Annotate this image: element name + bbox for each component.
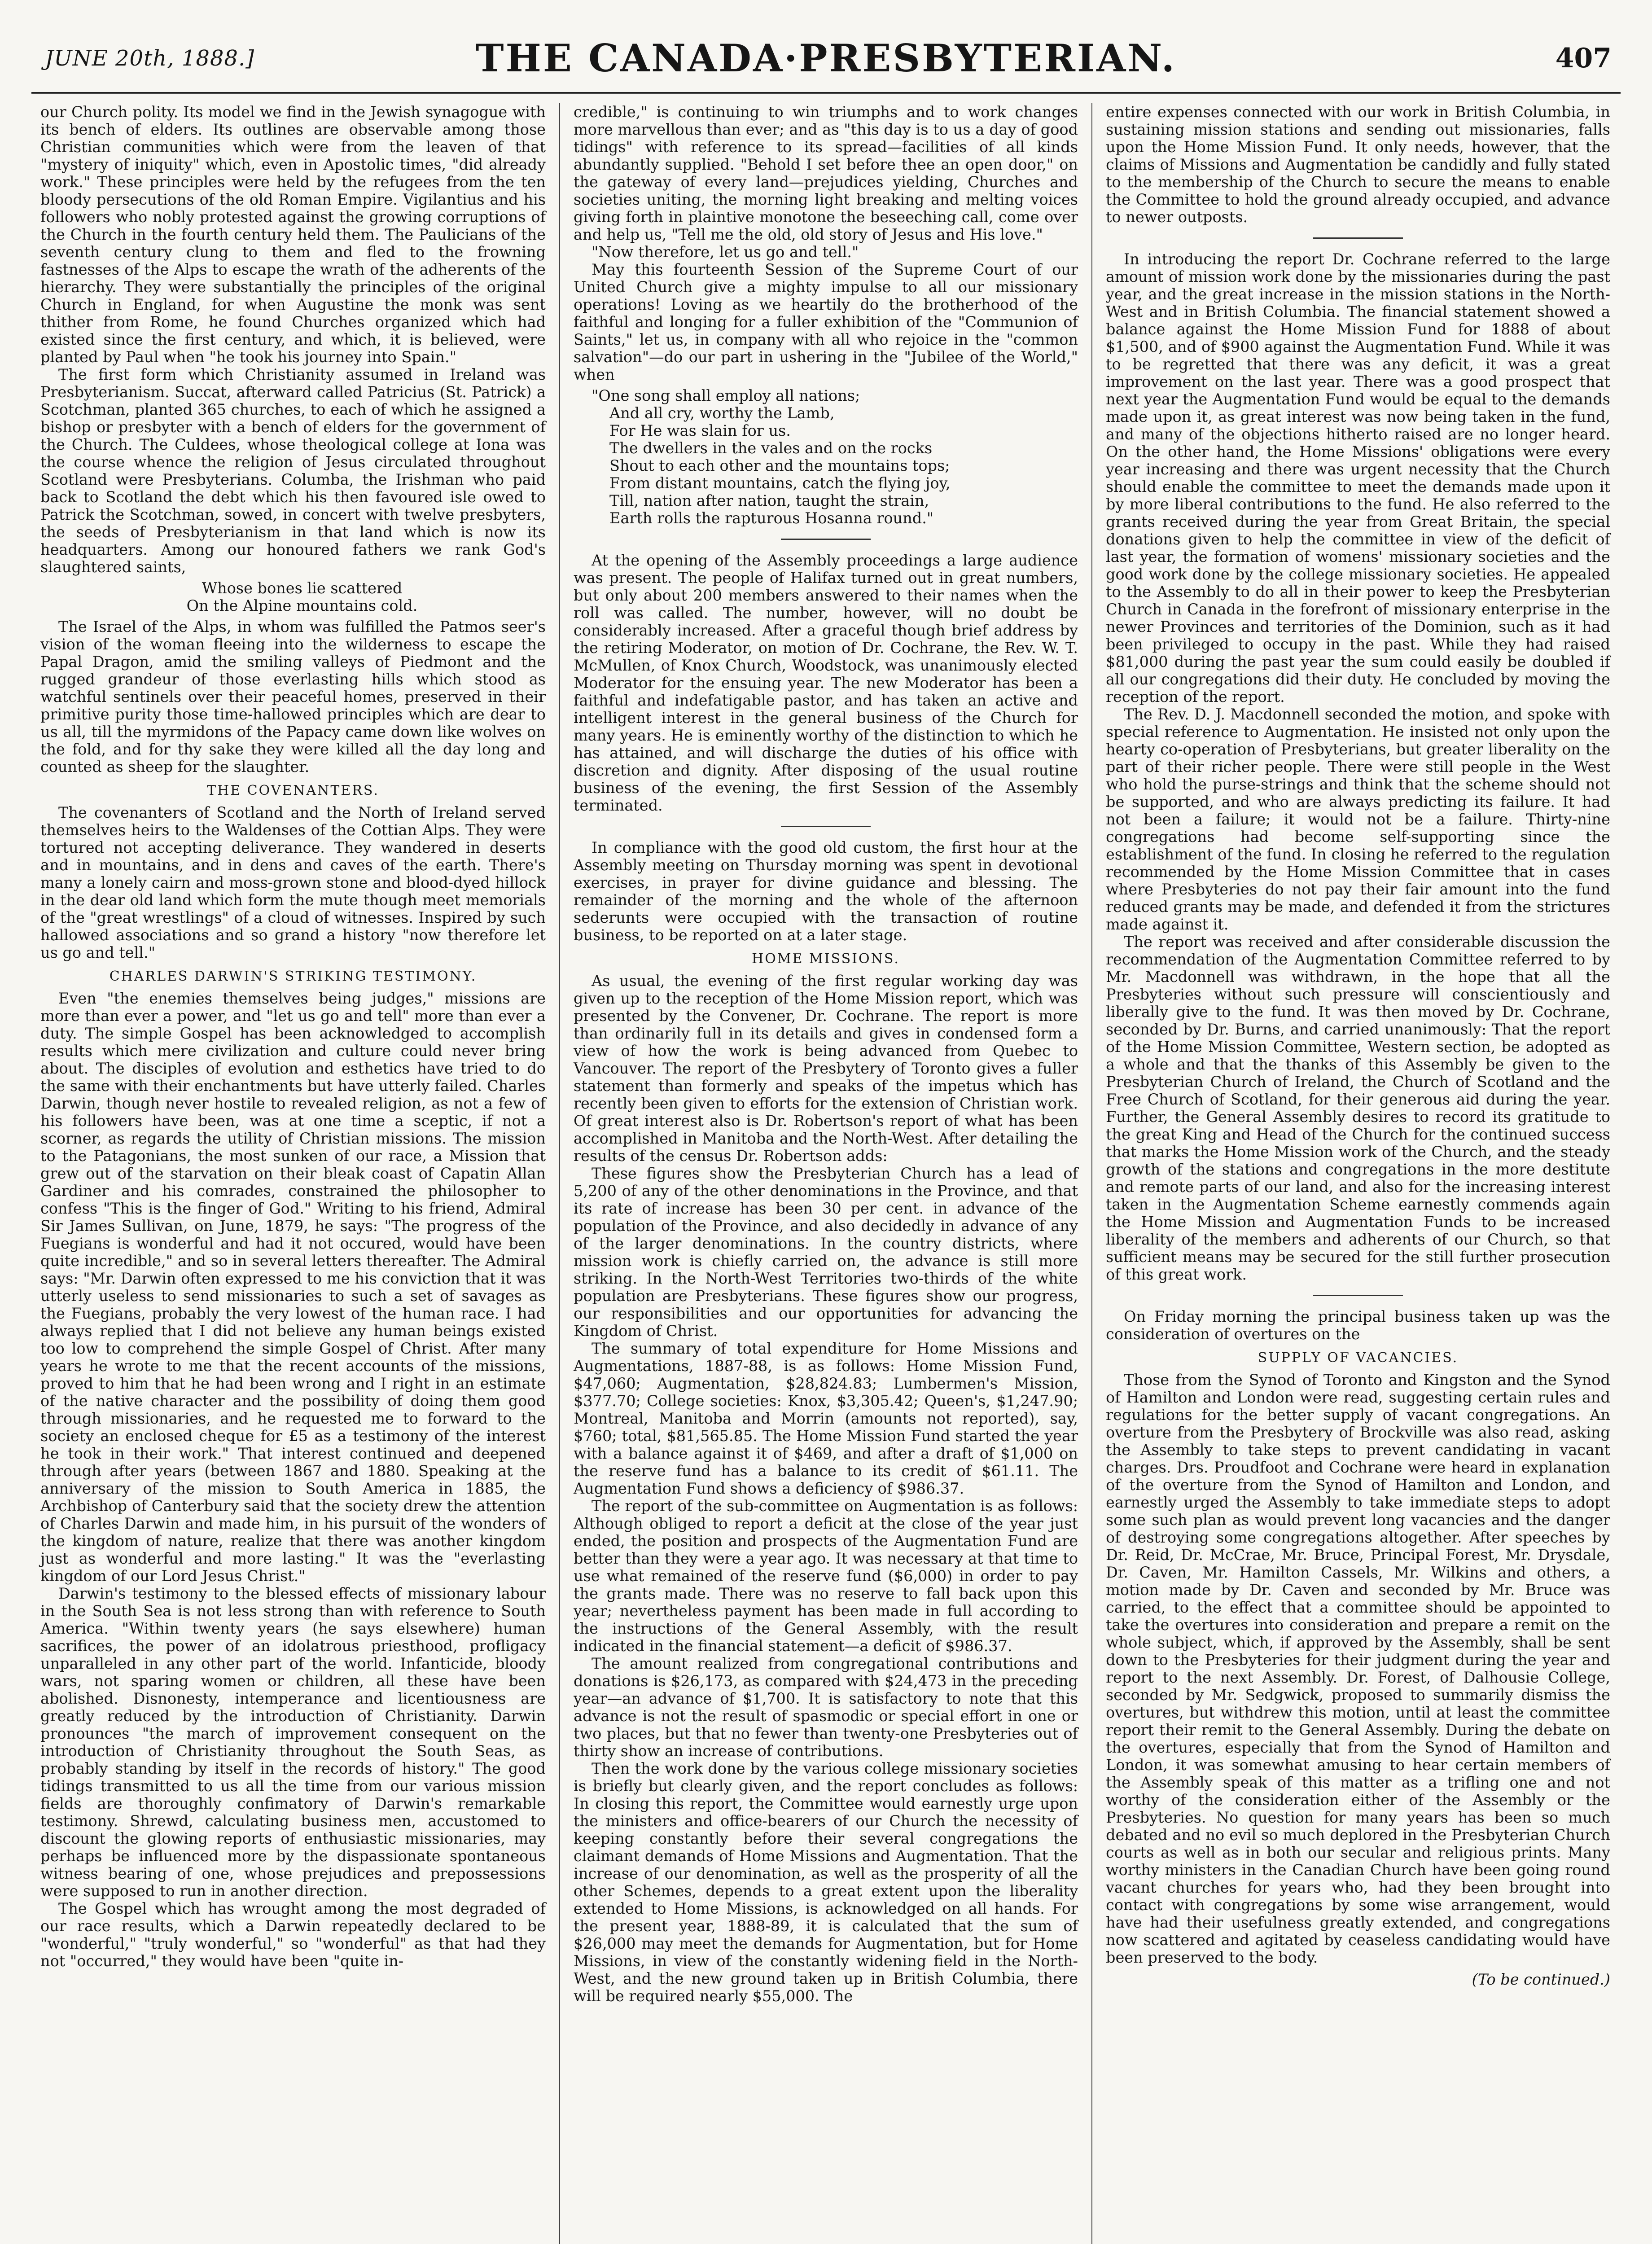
paragraph: "Now therefore, let us go and tell." <box>592 243 859 261</box>
paragraph: The first form which Christianity assumed in Ireland was Presbyterianism. Succat, afterward called Patricius (St. Patrick) a Scotchman, planted 365 churches, to each of which he assigned a bishop or presbyter with a bench of elders for the government of the Church. The Culdees, whose theological college at Iona was the course whence the religion of Jesus circulated throughout Scotland were Presbyterians. Columba, the Irishman who paid back to Scotland the debt which his then favoured isle owed to Patrick the Scotchman, sowed, in concert with twelve presbyters, the seeds of Presbyterianism in that land which is now its headquarters. Among our honoured fathers we rank God's slaughtered saints, <box>40 366 546 576</box>
section-heading: HOME MISSIONS. <box>752 951 900 967</box>
verse-line: Till, nation after nation, taught the strain, <box>609 492 929 509</box>
verse-line: Shout to each other and the mountains tops; <box>609 457 950 474</box>
section-heading: SUPPLY OF VACANCIES. <box>1258 1350 1459 1366</box>
continued-note: (To be continued.) <box>1472 1971 1610 1988</box>
paragraph: The Rev. D. J. Macdonnell seconded the motion, and spoke with special reference to Augmentation. He insisted not only upon the hearty co-operation of Presbyterians, but greater liberality on the part of their richer people. There were still people in the West who hold the purse-strings and think that the scheme should not be supported, and who are always predicting its failure. It had not been a failure; it would not be a failure. Thirty-nine congregations had become self-supporting since the establishment of the fund. In closing he referred to the regulation recommended by the Home Mission Committee that in cases where Presbyteries do not pay their fair amount into the fund reduced grants may be made, and defended it from the strictures made against it. <box>1106 706 1610 933</box>
paragraph: As usual, the evening of the first regular working day was given up to the reception of the Home Mission report, which was presented by the Convener, Dr. Cochrane. The report is more than ordinarily full in its details and gives in condensed form a view of how the work is being advanced from Quebec to Vancouver. The report of the Presbytery of Toronto gives a fuller statement than formerly and speaks of the impetus which has recently been given to efforts for the extension of Christian work. Of great interest also is Dr. Robertson's report of what has been accomplished in Manitoba and the North-West. After detailing the results of the census Dr. Robertson adds: <box>574 972 1078 1165</box>
paragraph: On Friday morning the principal business taken up was the consideration of overtures on the <box>1106 1308 1610 1343</box>
section-separator <box>1313 237 1403 239</box>
section-separator <box>781 539 871 540</box>
paragraph: The summary of total expenditure for Home Missions and Augmentations, 1887-88, is as follows: Home Mission Fund, $47,060; Augmentation, $28,824.83; Lumbermen's Mission, $377.70; College societies: Knox, $3,305.42; Queen's, $1,247.90; Montreal, Manitoba and Morrin (amounts not reported), say, $760; total, $81,565.85. The Home Mission Fund started the year with a balance against it of $469, and after a draft of $1,000 on the reserve fund has a balance to its credit of $61.11. The Augmentation Fund shows a deficiency of $986.37. <box>574 1340 1078 1497</box>
verse-line: On the Alpine mountains cold. <box>186 597 418 614</box>
paragraph: The amount realized from congregational contributions and donations is $26,173, as compared with $24,473 in the preceding year—an advance of $1,700. It is satisfactory to note that this advance is not the result of spasmodic or special effort in one or two places, but that no fewer than twenty-one Presbyteries out of thirty show an increase of contributions. <box>574 1655 1078 1760</box>
paragraph: The report of the sub-committee on Augmentation is as follows: Although obliged to report a deficit at the close of the year just ended, the position and prospects of the Augmentation Fund are better than they were a year ago. It was necessary at that time to use what remained of the reserve fund ($6,000) in order to pay the grants made. There was no reserve to fall back upon this year; nevertheless payment has been made in full according to the instructions of the General Assembly, with the result indicated in the financial statement—a deficit of $986.37. <box>574 1497 1078 1655</box>
issue-date: JUNE 20th, 1888.] <box>45 46 254 71</box>
header-rule <box>31 92 1621 94</box>
paragraph: In compliance with the good old custom, the first hour at the Assembly meeting on Thursday morning was spent in devotional exercises, in prayer for divine guidance and blessing. The remainder of the morning and the whole of the afternoon sederunts were occupied with the transaction of routine business, to be reported on at a later stage. <box>574 839 1078 944</box>
paragraph: The Gospel which has wrought among the most degraded of our race results, which a Darwin repeatedly declared to be "wonderful," "truly wonderful," so "wonderful" as that had they not "occurred," they would have been "quite in- <box>40 1900 546 1970</box>
newspaper-title: THE CANADA·PRESBYTERIAN. <box>476 36 1176 80</box>
section-separator <box>1313 1295 1403 1296</box>
paragraph: Then the work done by the various college missionary societies is briefly but clearly given, and the report concludes as follows: In closing this report, the Committee would earnestly urge upon the ministers and office-bearers of our Church the necessity of keeping constantly before their several congregations the claimant demands of Home Missions and Augmentation. That the increase of our denomination, as well as the prosperity of all the other Schemes, depends to a great extent upon the liberality extended to Home Missions, is acknowledged on all hands. For the present year, 1888-89, it is calculated that the sum of $26,000 may meet the demands for Augmentation, but for Home Missions, in view of the constantly widening field in the North-West, and the new ground taken up in British Columbia, there will be required nearly $55,000. The <box>574 1760 1078 2005</box>
verse-line: And all cry, worthy the Lamb, <box>609 404 835 422</box>
article-columns <box>27 103 1625 2244</box>
paragraph: entire expenses connected with our work in British Columbia, in sustaining mission stations and sending out missionaries, falls upon the Home Mission Fund. It only needs, however, that the claims of Missions and Augmentation be candidly and fully stated to the membership of the Church to secure the means to enable the Committee to hold the ground already occupied, and advance to newer outposts. <box>1106 103 1610 226</box>
verse-quote <box>592 387 1078 527</box>
paragraph: May this fourteenth Session of the Supreme Court of our United Church give a mighty impulse to all our missionary operations! Loving as we heartily do the brotherhood of the faithful and longing for a fuller exhibition of the "Communion of Saints," let us, in company with all who rejoice in the "common salvation"—do our part in ushering in the "Jubilee of the World," when <box>574 261 1078 383</box>
paragraph: credible," is continuing to win triumphs and to work changes more marvellous than ever; and as "this day is to us a day of good tidings" with reference to its spread—facilities of all kinds abundantly supplied. "Behold I set before thee an open door," on the gateway of every land—prejudices yielding, Churches and societies uniting, the morning light breaking and melting voices giving forth in plaintive monotone the beseeching call, come over and help us, "Tell me the old, old story of Jesus and His love." <box>574 103 1078 243</box>
verse-line: Whose bones lie scattered <box>202 579 403 597</box>
section-heading: CHARLES DARWIN'S STRIKING TESTIMONY. <box>109 969 477 984</box>
paragraph: Even "the enemies themselves being judges," missions are more than ever a power, and "let us go and tell" more than ever a duty. The simple Gospel has been acknowledged to accomplish results which mere civilization and culture could never bring about. The disciples of evolution and esthetics have tried to do the same with their enchantments but have utterly failed. Charles Darwin, though never hostile to revealed religion, as not a few of his followers have been, was at one time a sceptic, if not a scorner, as regards the utility of Christian missions. The mission to the Patagonians, the most sunken of our race, a Mission that grew out of the starvation on their bleak coast of Capatin Allan Gardiner and his comrades, constrained the philosopher to confess "This is the finger of God." Writing to his friend, Admiral Sir James Sullivan, on June, 1879, he says: "The progress of the Fuegians is wonderful and had it not occured, would have been quite incredible," and so in several letters thereafter. The Admiral says: "Mr. Darwin often expressed to me his conviction that it was utterly useless to send missionaries to such a set of savages as the Fuegians, probably the very lowest of the human race. I had always replied that I did not believe any human beings existed too low to comprehend the simple Gospel of Christ. After many years he wrote to me that the recent accounts of the missions, proved to him that he had been wrong and I right in an estimate of the native character and the possibility of doing them good through missionaries, and he requested me to forward to the society an enclosed cheque for £5 as a testimony of the interest he took in their work." That interest continued and deepened through after years (between 1867 and 1880. Speaking at the anniversary of the mission to South America in 1885, the Archbishop of Canterbury said that the society drew the attention of Charles Darwin and made him, in his pursuit of the wonders of the kingdom of nature, realize that there was another kingdom just as wonderful and more lasting." It was the "everlasting kingdom of our Lord Jesus Christ." <box>40 990 546 1585</box>
verse-line: For He was slain for us. <box>609 422 791 439</box>
paragraph: Those from the Synod of Toronto and Kingston and the Synod of Hamilton and London were read, suggesting certain rules and regulations for the better supply of vacant congregations. An overture from the Presbytery of Brockville was also read, asking the Assembly to take steps to prevent candidating in vacant charges. Drs. Proudfoot and Cochrane were heard in explanation of the overture from the Synod of Hamilton and London, and earnestly urged the Assembly to take immediate steps to adopt some such plan as would prevent long vacancies and the danger of destroying some congregations altogether. After speeches by Dr. Reid, Dr. McCrae, Mr. Bruce, Principal Forest, Mr. Drysdale, Dr. Caven, Mr. Hamilton Cassels, Mr. Wilkins and others, a motion made by Dr. Caven and seconded by Mr. Bruce was carried, to the effect that a committee should be appointed to take the overtures into consideration and prepare a remit on the whole subject, which, if approved by the Assembly, shall be sent down to the Presbyteries for their judgment during the year and report to the next Assembly. Dr. Forest, of Dalhousie College, seconded by Mr. Sedgwick, proposed to summarily dismiss the overtures, but withdrew this motion, until at least the committee report their remit to the General Assembly. During the debate on the overtures, especially that from the Synod of Hamilton and London, it was somewhat amusing to hear certain members of the Assembly speak of this matter as a trifling one and not worthy of the consideration either of the Assembly or the Presbyteries. No question for many years has been so much debated and no evil so much deplored in the Presbyterian Church courts as well as in both our secular and religious prints. Many worthy ministers in the Canadian Church have been going round vacant churches for years who, had they been brought into contact with congregations by some wise arrangement, would have had their usefulness greatly extended, and congregations now scattered and agitated by ceaseless candidating would have been preserved to the body. <box>1106 1371 1610 1966</box>
paragraph: At the opening of the Assembly proceedings a large audience was present. The people of Halifax turned out in great numbers, but only about 200 members answered to their names when the roll was called. The number, however, will no doubt be considerably increased. After a graceful though brief address by the retiring Moderator, on motion of Dr. Cochrane, the Rev. W. T. McMullen, of Knox Church, Woodstock, was unanimously elected Moderator for the ensuing year. The new Moderator has been a faithful and indefatigable pastor, and has taken an active and intelligent interest in the general business of the Church for many years. He is eminently worthy of the distinction to which he has attained, and will discharge the duties of his office with discretion and dignity. After disposing of the usual routine business of the evening, the first Session of the Assembly terminated. <box>574 552 1078 814</box>
verse-line: Earth rolls the rapturous Hosanna round." <box>609 509 934 527</box>
paragraph: The covenanters of Scotland and the North of Ireland served themselves heirs to the Waldenses of the Cottian Alps. They were tortured not accepting deliverance. They wandered in deserts and in mountains, and in dens and caves of the earth. There's many a lonely cairn and moss-grown stone and blood-dyed hillock in the dear old land which form the mute though meet memorials of the "great wrestlings" of a cloud of witnesses. Inspired by such hallowed associations and so grand a history "now therefore let us go and tell." <box>40 804 546 961</box>
paragraph: Darwin's testimony to the blessed effects of missionary labour in the South Sea is not less strong than with reference to South America. "Within twenty years (he says elsewhere) human sacrifices, the power of an idolatrous priesthood, profligacy unparalleled in any other part of the world. Infanticide, bloody wars, not sparing women or children, all these have been abolished. Disnonesty, intemperance and licentiousness are greatly reduced by the introduction of Christianity. Darwin pronounces "the march of improvement consequent on the introduction of Christianity throughout the South Seas, as probably standing by itself in the records of history." The good tidings transmitted to us all the time from our various mission fields are thoroughly confimatory of Darwin's remarkable testimony. Shrewd, calculating business men, accustomed to discount the glowing reports of enthusiastic missionaries, may perhaps be influenced more by the dispassionate spontaneous witness bearing of one, whose prejudices and prepossessions were supposed to run in another direction. <box>40 1585 546 1900</box>
column-3 <box>1091 103 1624 2244</box>
paragraph: our Church polity. Its model we find in the Jewish synagogue with its bench of elders. Its outlines are observable among those Christian communities which were from the leaven of that "mystery of iniquity" which, even in Apostolic times, "did already work." These principles were held by the refugees from the ten bloody persecutions of the old Roman Empire. Vigilantius and his followers who nobly protested against the growing corruptions of the Church in the fourth century held them. The Paulicians of the seventh century clung to them and fled to the frowning fastnesses of the Alps to escape the wrath of the adherents of the hierarchy. They were substantially the principles of the original Church in England, for when Augustine the monk was sent thither from Rome, he found Churches organized which had existed since the first century, and which, it is believed, were planted by Paul when "he took his journey into Spain." <box>40 103 546 366</box>
section-separator <box>781 826 871 827</box>
paragraph: In introducing the report Dr. Cochrane referred to the large amount of mission work done by the missionaries during the past year, and the great increase in the mission stations in the North-West and in British Columbia. The financial statement showed a balance against the Home Mission Fund for 1888 of about $1,500, and of $900 against the Augmentation Fund. While it was to be regretted that there was any deficit, it was a great improvement on the last year. There was a good prospect that next year the Augmentation Fund would be equal to the demands made upon it, as great interest was now being taken in the fund, and many of the objections hitherto raised are no longer heard. On the other hand, the Home Missions' obligations were every year increasing and there was urgent necessity that the Church should enable the committee to meet the demands made upon it by more liberal contributions to the fund. He also referred to the grants received during the year from Great Britain, the special donations given to help the committee in view of the deficit of last year, the formation of womens' missionary societies and the good work done by the college missionary societies. He appealed to the Assembly to do all in their power to keep the Presbyterian Church in Canada in the forefront of missionary enterprise in the newer Provinces and territories of the Dominion, such as it had been privileged to occupy in the past. While they had raised $81,000 during the past year the sum could easily be doubled if all our congregations did their duty. He concluded by moving the reception of the report. <box>1106 250 1610 706</box>
column-2 <box>559 103 1091 2244</box>
masthead <box>31 18 1621 90</box>
section-heading: THE COVENANTERS. <box>207 783 379 798</box>
paragraph: These figures show the Presbyterian Church has a lead of 5,200 of any of the other denominations in the Province, and that its rate of increase has been 30 per cent. in advance of the population of the Province, and also decidedly in advance of any of the larger denominations. In the country districts, where mission work is chiefly carried on, the advance is still more striking. In the North-West Territories two-thirds of the white population are Presbyterians. These figures show our progress, our responsibilities and our opportunities for advancing the Kingdom of Christ. <box>574 1165 1078 1340</box>
verse-line: "One song shall employ all nations; <box>592 387 860 404</box>
verse-line: From distant mountains, catch the flying joy, <box>609 474 951 492</box>
paragraph: The report was received and after considerable discussion the recommendation of the Augmentation Committee referred to by Mr. Macdonnell was withdrawn, in the hope that all the Presbyteries without such pressure will conscientiously and liberally give to the fund. It was then moved by Dr. Cochrane, seconded by Dr. Burns, and carried unanimously: That the report of the Home Mission Committee, Western section, be adopted as a whole and that the thanks of this Assembly be given to the Presbyterian Church of Ireland, the Church of Scotland and the Free Church of Scotland, for their generous aid during the year. Further, the General Assembly desires to record its gratitude to the great King and Head of the Church for the continued success that marks the Home Mission work of the Church, and the steady growth of the stations and congregations in the more destitute and remote parts of our land, and also for the increasing interest taken in the Augmentation Scheme earnestly commends again the Home Mission and Augmentation Funds to be increased liberality of the members and adherents of our Church, so that sufficient means may be secured for the still further prosecution of this great work. <box>1106 933 1610 1283</box>
page-number: 407 <box>1555 43 1612 74</box>
verse-line: The dwellers in the vales and on the rocks <box>609 439 933 457</box>
column-1 <box>27 103 559 2244</box>
verse-quote <box>58 579 546 614</box>
paragraph: The Israel of the Alps, in whom was fulfilled the Patmos seer's vision of the woman fleeing into the wilderness to escape the Papal Dragon, amid the smiling valleys of Piedmont and the rugged grandeur of those everlasting hills which stood as watchful sentinels over their peaceful homes, preserved in their primitive purity those time-hallowed principles which are dear to us all, till the myrmidons of the Papacy came down like wolves on the fold, and for thy sake they were killed all the day long and counted as sheep for the slaughter. <box>40 618 546 776</box>
